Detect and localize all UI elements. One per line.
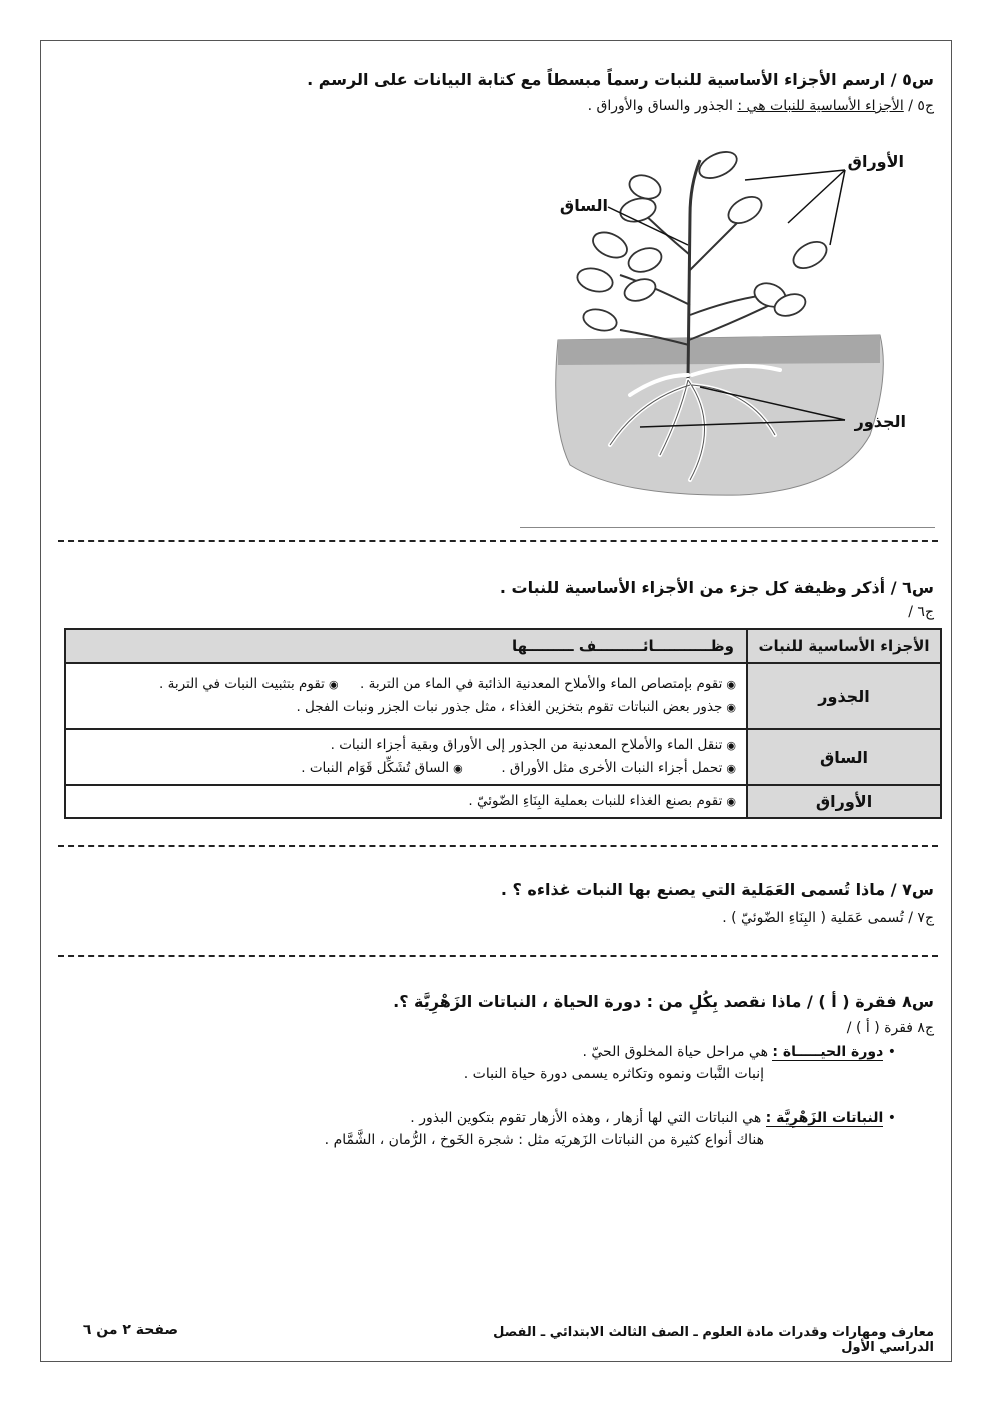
leaf — [625, 244, 664, 276]
bullet-icon: ◉ — [726, 762, 736, 775]
divider — [58, 955, 938, 957]
q5-answer-rest: الجذور والساق والأوراق . — [587, 98, 738, 114]
q7-question: س٧ / ماذا تُسمى العَمَلية التي يصنع بها النبات غذاءه ؟ . — [500, 880, 934, 899]
flowering-def: هي النباتات التي لها أزهار ، وهذه الأزهار تقوم بتكوين البذور . — [410, 1110, 766, 1126]
stem-fn-3: الساق تُشَكِّل قَوَام النبات . — [301, 760, 450, 776]
bullet-icon: ◉ — [726, 795, 736, 808]
table-row — [65, 785, 941, 818]
life-cycle-term: دورة الحيـــــاة : — [772, 1044, 884, 1060]
flowering-item — [76, 1110, 896, 1126]
bullet-icon: ◉ — [328, 678, 339, 691]
leaf — [622, 275, 659, 305]
functions-stem — [65, 729, 747, 785]
footer-course: معارف ومهارات وقدرات مادة العلوم ـ الصف الثالث الابتدائي ـ الفصل الدراسي الأول — [493, 1325, 934, 1355]
q5-answer-prefix: ج٥ / — [903, 98, 934, 114]
leaf — [724, 191, 766, 228]
q6-answer-prefix: ج٦ / — [908, 604, 934, 620]
q6-question: س٦ / أذكر وظيفة كل جزء من الأجزاء الأساسية للنبات . — [499, 578, 934, 597]
leaf — [695, 147, 741, 184]
q5-answer-underlined: الأجزاء الأساسية للنبات هي : — [737, 98, 904, 114]
bullet-icon: • — [887, 1044, 896, 1060]
part-leaves: الأوراق — [747, 785, 941, 818]
leaf — [789, 236, 831, 273]
divider — [58, 540, 938, 542]
functions-roots — [65, 663, 747, 729]
bullet-icon: ◉ — [726, 701, 736, 714]
leaves-fn-1: تقوم بصنع الغذاء للنبات بعملية البِنَاءِ الضّوئيّ . — [468, 793, 723, 809]
bullet-icon: ◉ — [726, 739, 736, 752]
header-part: الأجزاء الأساسية للنبات — [747, 629, 941, 663]
life-cycle-item — [76, 1044, 896, 1060]
label-leaves: الأوراق — [847, 152, 904, 171]
functions-table — [64, 628, 942, 819]
roots-fn-3: جذور بعض النباتات تقوم بتخزين الغذاء ، مثل جذور نبات الجزر ونبات الفجل . — [296, 699, 723, 715]
stem-fn-1: تنقل الماء والأملاح المعدنية من الجذور إلى الأوراق وبقية أجزاء النبات . — [330, 737, 723, 753]
roots-fn-1: تقوم بإمتصاص الماء والأملاح المعدنية الذائبة في الماء من التربة . — [360, 676, 723, 692]
plant-diagram — [540, 135, 930, 505]
soil-top — [558, 335, 880, 365]
header-functions: وظـــــــــــائـــــــــف ـــــــــها — [65, 629, 747, 663]
label-roots: الجذور — [854, 412, 906, 431]
leaf — [575, 265, 615, 296]
part-roots: الجذور — [747, 663, 941, 729]
bullet-icon: • — [887, 1110, 896, 1126]
part-stem: الساق — [747, 729, 941, 785]
life-cycle-extra: إنبات النَّبات ونموه وتكاثره يسمى دورة حياة النبات . — [463, 1066, 764, 1082]
q8-answer-prefix: ج٨ فقرة ( أ ) / — [846, 1020, 934, 1036]
label-stem: الساق — [559, 196, 608, 215]
q5-answer — [74, 98, 934, 114]
table-header-row — [65, 629, 941, 663]
flowering-extra: هناك أنواع كثيرة من النباتات الزَهريَه مثل : شجرة الخَوخ ، الرُّمان ، الشَّمَّام . — [324, 1132, 764, 1148]
footer-page: صفحة ٢ من ٦ — [82, 1322, 178, 1338]
divider — [58, 845, 938, 847]
divider-thin — [520, 527, 935, 528]
leaf — [589, 227, 631, 262]
q7-answer: ج٧ / تُسمى عَمَلية ( البِنَاءِ الضّوئيّ ) . — [722, 910, 934, 926]
table-row — [65, 663, 941, 729]
table-row — [65, 729, 941, 785]
flowering-term: النباتات الزَهْرِيَّة : — [765, 1110, 884, 1126]
bullet-icon: ◉ — [453, 762, 463, 775]
life-cycle-def: هي مراحل حياة المخلوق الحيّ . — [582, 1044, 773, 1060]
q5-question: س٥ / ارسم الأجزاء الأساسية للنبات رسماً مبسطاً مع كتابة البيانات على الرسم . — [307, 70, 934, 89]
q8-question: س٨ فقرة ( أ ) / ماذا نقصد بِكُلٍ من : دورة الحياة ، النباتات الزَهْرِيَّة ؟. — [393, 992, 934, 1011]
bullet-icon: ◉ — [726, 678, 736, 691]
functions-leaves — [65, 785, 747, 818]
stem-fn-2: تحمل أجزاء النبات الأخرى مثل الأوراق . — [501, 760, 723, 776]
leaf — [581, 306, 619, 334]
roots-fn-2: تقوم بتثبيت النبات في التربة . — [159, 676, 325, 692]
